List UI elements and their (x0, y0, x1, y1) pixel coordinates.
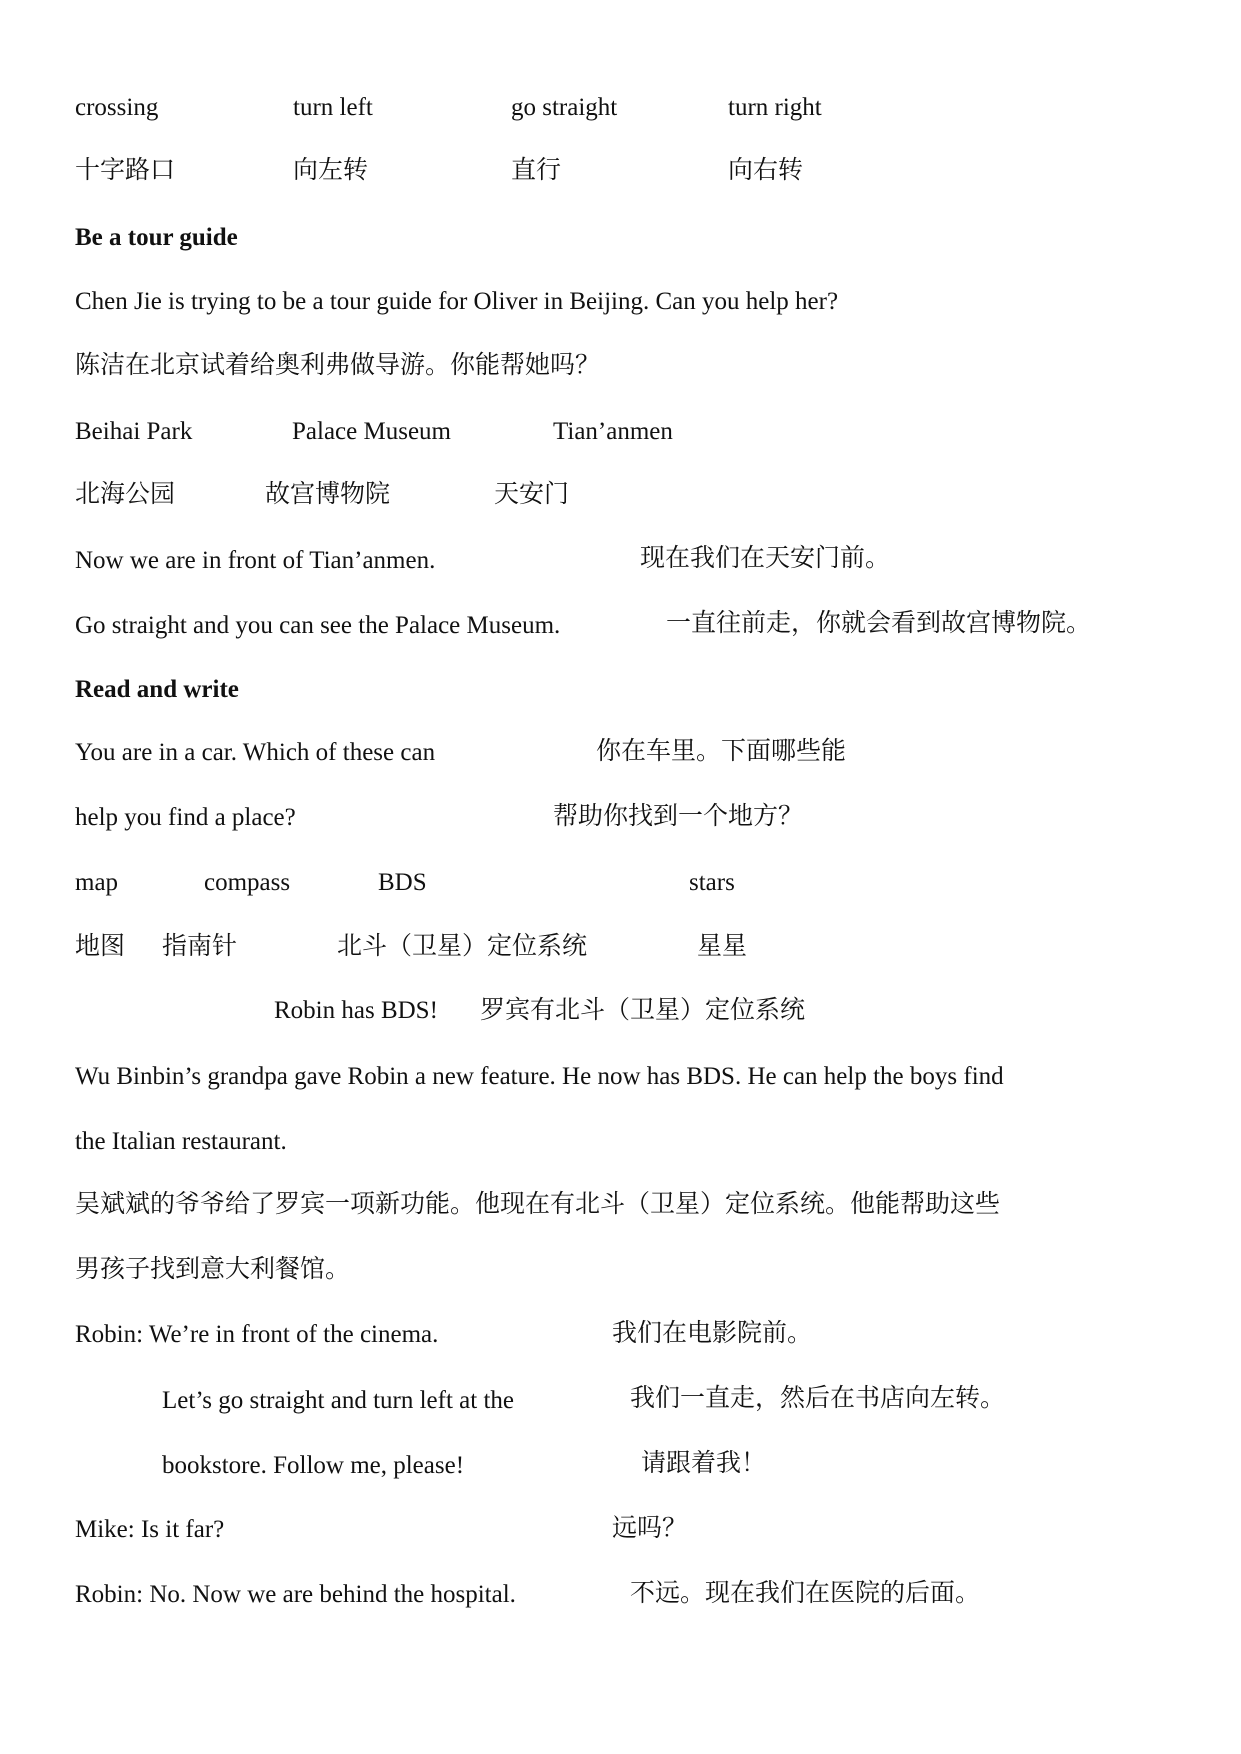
heading-read-write: Read and write (75, 676, 239, 703)
item-en-bds: BDS (378, 869, 427, 896)
item-en-map: map (75, 869, 119, 896)
story-title-en: Robin has BDS! (274, 997, 438, 1024)
dialogue-line-4-zh: 远吗？ (612, 1515, 688, 1542)
dialogue-line-1-en: Robin: We’re in front of the cinema. (75, 1321, 439, 1348)
dialogue-line-2-en: Let’s go straight and turn left at the (162, 1387, 514, 1414)
question-line-2-zh: 帮助你找到一个地方？ (553, 803, 804, 830)
tour-intro-zh: 陈洁在北京试着给奥利弗做导游。你能帮她吗？ (75, 352, 601, 379)
question-line-2-en: help you find a place? (75, 804, 296, 831)
question-line-1-en: You are in a car. Which of these can (75, 739, 436, 766)
item-zh-compass: 指南针 (162, 933, 238, 960)
vocab-en-go-straight: go straight (511, 94, 618, 121)
tour-line-1-en: Now we are in front of Tian’anmen. (75, 547, 436, 574)
dialogue-line-5-en: Robin: No. Now we are behind the hospital. (75, 1581, 516, 1608)
story-paragraph-en-line-2: the Italian restaurant. (75, 1128, 287, 1155)
story-paragraph-zh-line-1: 吴斌斌的爷爷给了罗宾一项新功能。他现在有北斗（卫星）定位系统。他能帮助这些 (75, 1191, 1001, 1218)
vocab-en-turn-left: turn left (293, 94, 373, 121)
vocab-en-turn-right: turn right (728, 94, 822, 121)
story-paragraph-zh-line-2: 男孩子找到意大利餐馆。 (75, 1256, 351, 1283)
item-zh-stars: 星星 (697, 933, 748, 960)
place-en-beihai: Beihai Park (75, 418, 193, 445)
story-title-zh: 罗宾有北斗（卫星）定位系统 (480, 997, 806, 1024)
dialogue-line-2-zh: 我们一直走，然后在书店向左转。 (630, 1385, 1006, 1412)
item-en-compass: compass (204, 869, 291, 896)
dialogue-line-5-zh: 不远。现在我们在医院的后面。 (630, 1580, 981, 1607)
place-en-palace: Palace Museum (292, 418, 451, 445)
item-en-stars: stars (689, 869, 735, 896)
tour-line-1-zh: 现在我们在天安门前。 (640, 545, 891, 572)
vocab-zh-crossing: 十字路口 (75, 157, 176, 184)
dialogue-line-4-en: Mike: Is it far? (75, 1516, 225, 1543)
dialogue-line-3-zh: 请跟着我！ (641, 1450, 767, 1477)
tour-line-2-en: Go straight and you can see the Palace Museum. (75, 612, 561, 639)
vocab-en-crossing: crossing (75, 94, 159, 121)
heading-tour-guide: Be a tour guide (75, 224, 238, 251)
item-zh-bds: 北斗（卫星）定位系统 (337, 933, 588, 960)
place-zh-tiananmen: 天安门 (494, 481, 570, 508)
dialogue-line-1-zh: 我们在电影院前。 (612, 1320, 813, 1347)
item-zh-map: 地图 (75, 933, 126, 960)
vocab-zh-go-straight: 直行 (511, 157, 562, 184)
place-zh-palace: 故宫博物院 (265, 481, 391, 508)
vocab-zh-turn-right: 向右转 (728, 157, 804, 184)
tour-line-2-zh: 一直往前走，你就会看到故宫博物院。 (666, 610, 1092, 637)
vocab-zh-turn-left: 向左转 (293, 157, 369, 184)
place-en-tiananmen: Tian’anmen (553, 418, 673, 445)
tour-intro-en: Chen Jie is trying to be a tour guide for Oliver in Beijing. Can you help her? (75, 288, 839, 315)
story-paragraph-en-line-1: Wu Binbin’s grandpa gave Robin a new feature. He now has BDS. He can help the boys find (75, 1063, 1004, 1090)
question-line-1-zh: 你在车里。下面哪些能 (596, 738, 847, 765)
dialogue-line-3-en: bookstore. Follow me, please! (162, 1452, 465, 1479)
place-zh-beihai: 北海公园 (75, 481, 176, 508)
